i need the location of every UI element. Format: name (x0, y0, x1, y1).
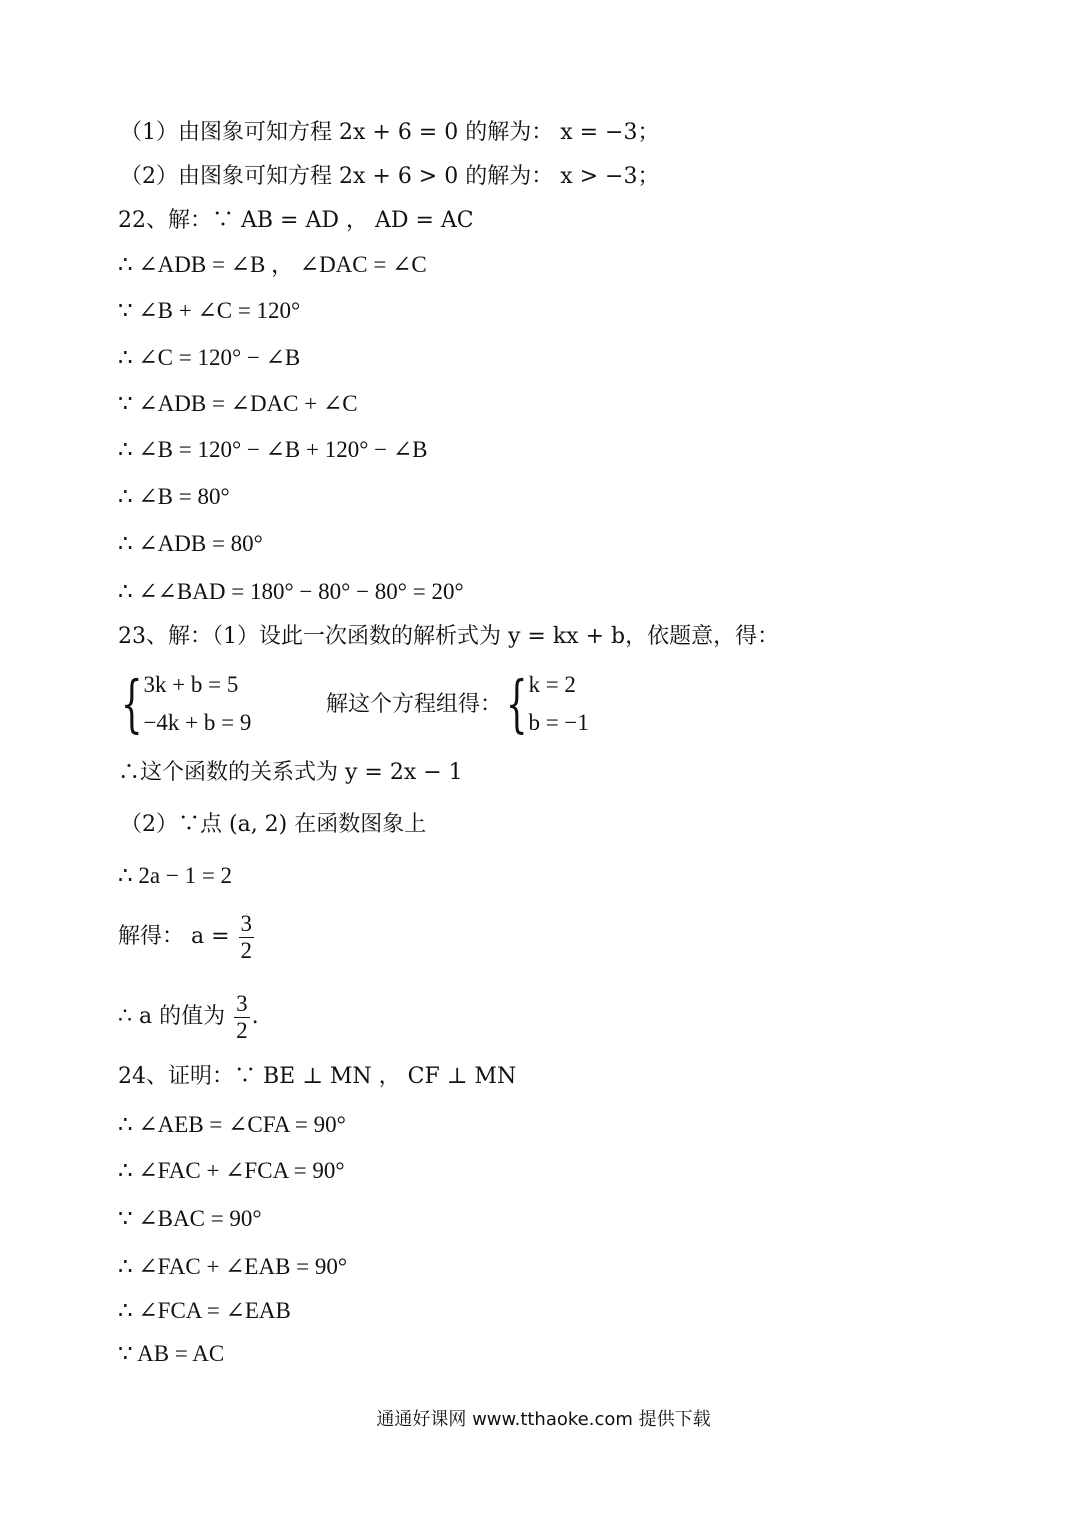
left-brace: { (505, 667, 528, 740)
question-23-2: （2）∵点 (a, 2) 在函数图象上 (120, 812, 427, 837)
question-23-header: 23、解：（1）设此一次函数的解析式为 y = kx + b，依题意，得： (118, 624, 780, 649)
footer-source: 通通好课网 www.tthaoke.com 提供下载 (376, 1409, 711, 1430)
answer-21-1: （1）由图象可知方程 2x + 6 = 0 的解为： x = −3； (120, 120, 660, 145)
equation: b = −1 (528, 710, 589, 735)
proof-line: ∴ ∠AEB = ∠CFA = 90° (118, 1112, 346, 1137)
proof-line: ∴ ∠FCA = ∠EAB (118, 1298, 291, 1323)
solve-label: 解这个方程组得： (326, 692, 503, 717)
function-result: ∴这个函数的关系式为 y = 2x − 1 (118, 760, 463, 785)
left-brace: { (120, 667, 143, 740)
proof-line: ∵ ∠B + ∠C = 120° (118, 298, 301, 323)
proof-line: ∴ ∠ADB = ∠B ， ∠DAC = ∠C (118, 252, 427, 277)
denominator: 2 (236, 1017, 248, 1043)
proof-line: ∴ ∠B = 80° (118, 484, 230, 509)
proof-line: ∴ ∠FAC + ∠EAB = 90° (118, 1254, 348, 1279)
equation: −4k + b = 9 (143, 710, 252, 735)
equation: k = 2 (528, 672, 576, 697)
value-of-a (118, 988, 259, 1046)
denominator: 2 (240, 937, 253, 963)
proof-line: ∴ ∠∠BAD = 180° − 80° − 80° = 20° (118, 579, 464, 604)
numerator: 3 (236, 990, 248, 1016)
fraction (239, 911, 255, 964)
equation-system-2 (497, 666, 589, 742)
equation: 3k + b = 5 (143, 672, 239, 697)
proof-line: ∵ ∠ADB = ∠DAC + ∠C (118, 391, 358, 416)
proof-line: ∴ 2a − 1 = 2 (118, 863, 233, 888)
fraction (234, 991, 250, 1044)
period: . (251, 1004, 259, 1029)
equation-system-1 (112, 666, 251, 742)
answer-21-2: （2）由图象可知方程 2x + 6 > 0 的解为： x > −3； (120, 164, 660, 189)
proof-line: ∴ ∠FAC + ∠FCA = 90° (118, 1158, 345, 1183)
numerator: 3 (240, 910, 253, 936)
proof-line: ∴ ∠ADB = 80° (118, 531, 263, 556)
proof-line: ∴ ∠C = 120° − ∠B (118, 345, 301, 370)
proof-line: ∴ ∠B = 120° − ∠B + 120° − ∠B (118, 437, 428, 462)
solution-a (118, 908, 256, 966)
proof-line: ∵ ∠BAC = 90° (118, 1206, 262, 1231)
value-label: ∴ a 的值为 (118, 1004, 226, 1029)
question-22-header: 22、解：∵ AB = AD ， AD = AC (118, 208, 474, 233)
question-24-header: 24、证明：∵ BE ⊥ MN ， CF ⊥ MN (118, 1064, 517, 1089)
solution-label: 解得： a = (118, 924, 230, 949)
proof-line: ∵ AB = AC (118, 1341, 225, 1366)
